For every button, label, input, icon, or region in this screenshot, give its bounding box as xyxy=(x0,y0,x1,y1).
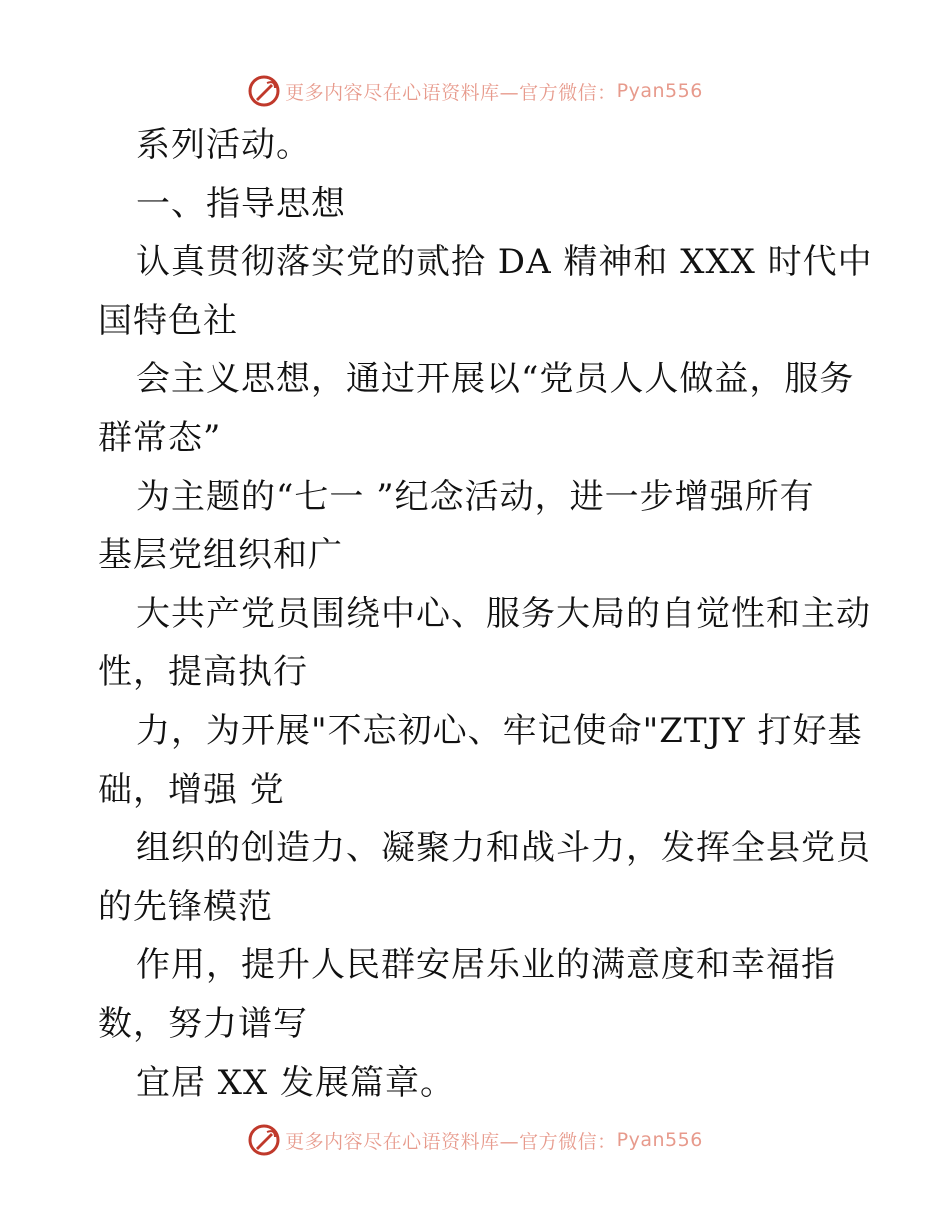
text-line: 的先锋模范 xyxy=(98,886,273,927)
wechat-id: Pyan556 xyxy=(616,1129,703,1151)
text-line: 认真贯彻落实党的贰拾 DA 精神和 XXX 时代中 xyxy=(136,242,873,283)
text-line: 组织的创造力、凝聚力和战斗力，发挥全县党员 xyxy=(136,828,871,869)
section-heading: 一、指导思想 xyxy=(136,183,346,224)
text-line: 数，努力谱写 xyxy=(98,1003,308,1044)
text-line: 群常态” xyxy=(98,417,222,458)
text-line: 力，为开展"不忘初心、牢记使命"ZTJY 打好基 xyxy=(136,710,863,751)
text-line: 为主题的“七一 ”纪念活动，进一步增强所有 xyxy=(136,476,815,517)
text-line: 系列活动。 xyxy=(136,125,311,165)
text-line: 础，增强 党 xyxy=(98,769,285,810)
document-body xyxy=(98,116,873,1112)
text-line: 国特色社 xyxy=(98,300,238,341)
footer-banner xyxy=(0,1120,950,1160)
text-line: 宜居 XX 发展篇章。 xyxy=(136,1062,456,1103)
text-line: 会主义思想，通过开展以“党员人人做益，服务 xyxy=(136,359,855,400)
header-banner xyxy=(0,71,950,111)
text-line: 作用，提升人民群安居乐业的满意度和幸福指 xyxy=(136,945,836,986)
quill-circle-icon xyxy=(247,74,281,108)
wechat-id: Pyan556 xyxy=(616,80,703,102)
text-line: 性，提高执行 xyxy=(98,652,308,693)
text-line: 大共产党员围绕中心、服务大局的自觉性和主动 xyxy=(136,593,871,634)
quill-circle-icon xyxy=(247,1123,281,1157)
banner-text: 更多内容尽在心语资料库—官方微信： xyxy=(285,1130,617,1153)
banner-text: 更多内容尽在心语资料库—官方微信： xyxy=(285,81,617,104)
text-line: 基层党组织和广 xyxy=(98,535,343,576)
